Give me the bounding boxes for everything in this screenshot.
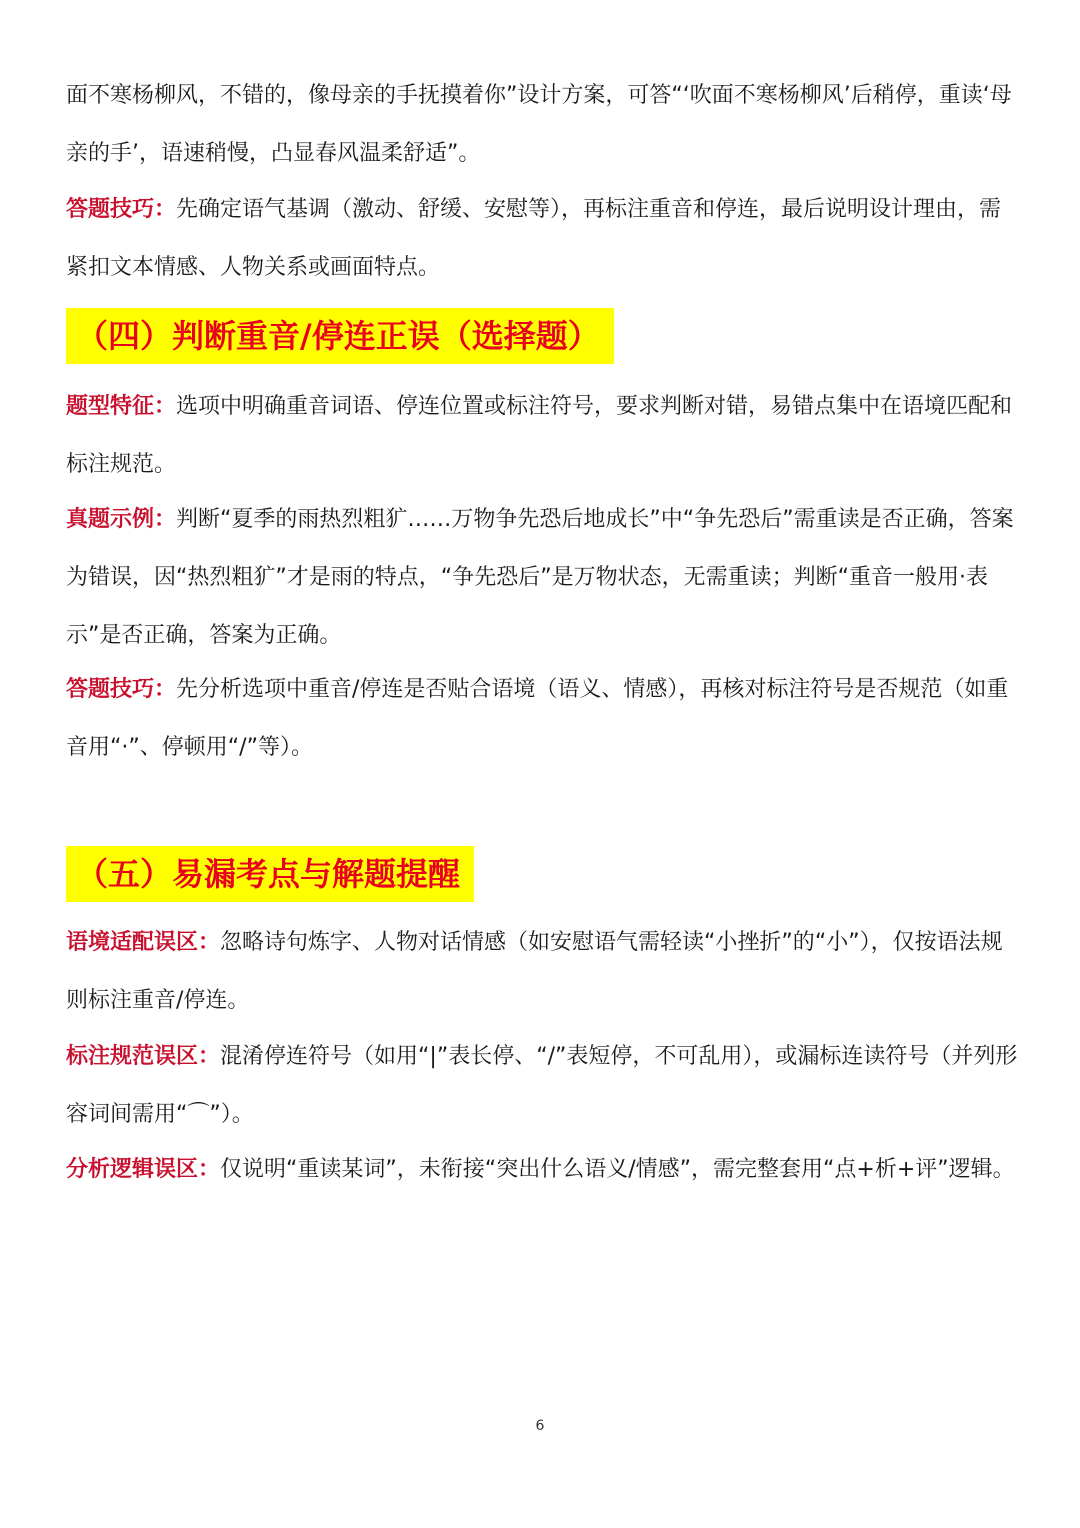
page-number: 6 [535,1418,545,1434]
pitfall-paragraph-1 [66,914,1018,1030]
pitfall-paragraph-3 [66,1141,1018,1199]
section-heading-4: （四）判断重音/停连正误（选择题） [66,308,614,364]
pitfall-paragraph-2 [66,1028,1018,1144]
intro-paragraph [66,67,1018,183]
tip-text-2: 先分析选项中重音/停连是否贴合语境（语义、情感），再核对标注符号是否规范（如重音用“·”、停顿用“/”等）。 [66,677,1009,760]
section-heading-5: （五）易漏考点与解题提醒 [66,846,474,902]
tip-text-1: 先确定语气基调（激动、舒缓、安慰等），再标注重音和停连，最后说明设计理由，需紧扣文本情感、人物关系或画面特点。 [66,197,1002,280]
example-label: 真题示例： [66,507,177,532]
tip-label-2: 答题技巧： [66,677,177,702]
pitfall-label-1: 语境适配误区： [66,930,221,955]
feature-paragraph [66,378,1018,494]
pitfall-label-3: 分析逻辑误区： [66,1157,221,1182]
example-text: 判断“夏季的雨热烈粗犷……万物争先恐后地成长”中“争先恐后”需重读是否正确，答案为错误，因“热烈粗犷”才是雨的特点，“争先恐后”是万物状态，无需重读；判断“重音一般用·表示”是否正确，答案为正确。 [66,507,1014,648]
intro-text: 面不寒杨柳风，不错的，像母亲的手抚摸着你”设计方案，可答“‘吹面不寒杨柳风’后稍停，重读‘母亲的手’，语速稍慢，凸显春风温柔舒适”。 [66,83,1012,166]
pitfall-text-2: 混淆停连符号（如用“|”表长停、“/”表短停，不可乱用），或漏标连读符号（并列形容词间需用“⌒”）。 [66,1044,1018,1127]
pitfall-label-2: 标注规范误区： [66,1044,221,1069]
pitfall-text-1: 忽略诗句炼字、人物对话情感（如安慰语气需轻读“小挫折”的“小”），仅按语法规则标注重音/停连。 [66,930,1003,1013]
tip-paragraph-1 [66,181,1018,297]
example-paragraph [66,491,1018,665]
pitfall-text-3: 仅说明“重读某词”，未衔接“突出什么语义/情感”，需完整套用“点+析+评”逻辑。 [220,1157,1015,1182]
tip-label-1: 答题技巧： [66,197,177,222]
feature-text: 选项中明确重音词语、停连位置或标注符号，要求判断对错，易错点集中在语境匹配和标注规范。 [66,394,1013,477]
feature-label: 题型特征： [66,394,177,419]
tip-paragraph-2 [66,661,1018,777]
